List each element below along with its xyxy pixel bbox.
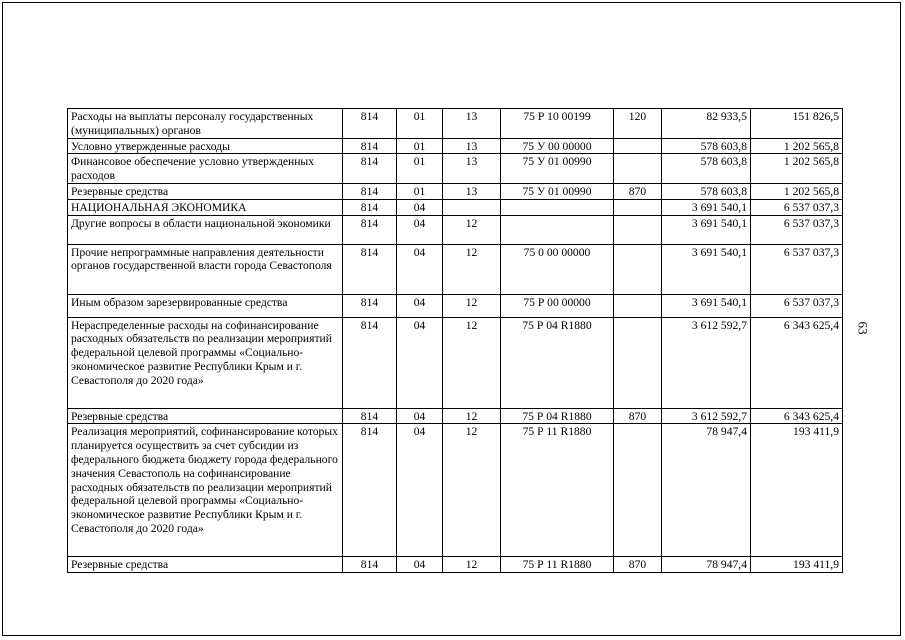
row-amount-year-1: 78 947,4 — [662, 557, 751, 573]
row-target-article: 75 У 01 00990 — [501, 154, 614, 184]
row-amount-year-1: 578 603,8 — [662, 183, 751, 199]
row-expense-type: 870 — [614, 183, 662, 199]
row-subsection-code: 12 — [443, 424, 501, 557]
row-name: Прочие непрограммные направления деятельности органов государственной власти города Севастополя — [68, 244, 343, 294]
row-amount-year-2: 1 202 565,8 — [751, 183, 843, 199]
table-row — [68, 154, 843, 184]
row-amount-year-1: 3 612 592,7 — [662, 408, 751, 424]
row-target-article: 75 Р 10 00199 — [501, 109, 614, 139]
table-row — [68, 183, 843, 199]
row-subsection-code: 12 — [443, 557, 501, 573]
row-ved-code: 814 — [343, 408, 397, 424]
row-ved-code: 814 — [343, 215, 397, 244]
row-target-article: 75 Р 00 00000 — [501, 294, 614, 317]
row-target-article: 75 У 00 00000 — [501, 138, 614, 154]
row-target-article: 75 0 00 00000 — [501, 244, 614, 294]
row-subsection-code: 12 — [443, 317, 501, 408]
row-subsection-code: 12 — [443, 294, 501, 317]
row-ved-code: 814 — [343, 244, 397, 294]
row-amount-year-1: 578 603,8 — [662, 138, 751, 154]
row-section-code: 04 — [397, 408, 443, 424]
row-section-code: 04 — [397, 244, 443, 294]
row-amount-year-2: 6 343 625,4 — [751, 317, 843, 408]
row-name: Нераспределенные расходы на софинансирование расходных обязательств по реализации мероприятий федеральной целевой программы «Социально-экономическое развитие Республики Крым и г. Севастополя до 2020 года» — [68, 317, 343, 408]
row-expense-type — [614, 215, 662, 244]
row-amount-year-2: 1 202 565,8 — [751, 138, 843, 154]
row-ved-code: 814 — [343, 183, 397, 199]
row-expense-type — [614, 317, 662, 408]
row-target-article — [501, 215, 614, 244]
row-amount-year-2: 6 537 037,3 — [751, 215, 843, 244]
row-name: Другие вопросы в области национальной экономики — [68, 215, 343, 244]
row-name: Финансовое обеспечение условно утвержденных расходов — [68, 154, 343, 184]
row-section-code: 01 — [397, 138, 443, 154]
row-expense-type — [614, 154, 662, 184]
row-amount-year-2: 6 537 037,3 — [751, 244, 843, 294]
row-expense-type — [614, 199, 662, 215]
table-row — [68, 424, 843, 557]
page-number: 63 — [855, 321, 871, 335]
row-amount-year-1: 3 691 540,1 — [662, 244, 751, 294]
row-amount-year-1: 82 933,5 — [662, 109, 751, 139]
row-expense-type — [614, 294, 662, 317]
row-amount-year-1: 3 612 592,7 — [662, 317, 751, 408]
row-amount-year-2: 193 411,9 — [751, 424, 843, 557]
row-target-article: 75 Р 04 R1880 — [501, 317, 614, 408]
row-subsection-code: 12 — [443, 244, 501, 294]
table-row — [68, 557, 843, 573]
row-ved-code: 814 — [343, 557, 397, 573]
table-row — [68, 199, 843, 215]
row-subsection-code: 13 — [443, 154, 501, 184]
table-row — [68, 109, 843, 139]
row-ved-code: 814 — [343, 199, 397, 215]
table-row — [68, 215, 843, 244]
row-amount-year-1: 578 603,8 — [662, 154, 751, 184]
row-amount-year-1: 3 691 540,1 — [662, 215, 751, 244]
row-subsection-code: 13 — [443, 183, 501, 199]
row-expense-type: 120 — [614, 109, 662, 139]
row-amount-year-2: 193 411,9 — [751, 557, 843, 573]
row-name: Расходы на выплаты персоналу государственных (муниципальных) органов — [68, 109, 343, 139]
row-section-code: 04 — [397, 557, 443, 573]
row-subsection-code: 13 — [443, 109, 501, 139]
row-target-article — [501, 199, 614, 215]
row-name: Иным образом зарезервированные средства — [68, 294, 343, 317]
table-row — [68, 138, 843, 154]
row-subsection-code: 13 — [443, 138, 501, 154]
row-ved-code: 814 — [343, 294, 397, 317]
row-amount-year-2: 6 537 037,3 — [751, 294, 843, 317]
row-expense-type: 870 — [614, 408, 662, 424]
row-amount-year-1: 78 947,4 — [662, 424, 751, 557]
row-name: Резервные средства — [68, 557, 343, 573]
row-ved-code: 814 — [343, 154, 397, 184]
row-subsection-code: 12 — [443, 215, 501, 244]
row-ved-code: 814 — [343, 109, 397, 139]
row-ved-code: 814 — [343, 317, 397, 408]
row-subsection-code: 12 — [443, 408, 501, 424]
row-section-code: 01 — [397, 183, 443, 199]
row-ved-code: 814 — [343, 424, 397, 557]
row-amount-year-1: 3 691 540,1 — [662, 294, 751, 317]
table-row — [68, 294, 843, 317]
row-expense-type — [614, 424, 662, 557]
row-name: НАЦИОНАЛЬНАЯ ЭКОНОМИКА — [68, 199, 343, 215]
table-row — [68, 244, 843, 294]
row-target-article: 75 Р 11 R1880 — [501, 557, 614, 573]
row-amount-year-2: 151 826,5 — [751, 109, 843, 139]
table-row — [68, 317, 843, 408]
row-amount-year-2: 6 537 037,3 — [751, 199, 843, 215]
row-target-article: 75 У 01 00990 — [501, 183, 614, 199]
row-name: Резервные средства — [68, 183, 343, 199]
row-name: Реализация мероприятий, софинансирование которых планируется осуществить за счет субсидии из федерального бюджета бюджету города федерального значения Севастополь на софинансирование расходных обязательств по реализации мероприятий федеральной целевой программы «Социально-экономическое развитие Республики Крым и г. Севастополя до 2020 года» — [68, 424, 343, 557]
row-amount-year-2: 1 202 565,8 — [751, 154, 843, 184]
row-subsection-code — [443, 199, 501, 215]
row-amount-year-2: 6 343 625,4 — [751, 408, 843, 424]
row-section-code: 04 — [397, 215, 443, 244]
row-expense-type — [614, 244, 662, 294]
row-expense-type: 870 — [614, 557, 662, 573]
row-section-code: 01 — [397, 109, 443, 139]
row-name: Резервные средства — [68, 408, 343, 424]
row-section-code: 04 — [397, 424, 443, 557]
row-section-code: 01 — [397, 154, 443, 184]
row-expense-type — [614, 138, 662, 154]
row-amount-year-1: 3 691 540,1 — [662, 199, 751, 215]
budget-table — [67, 108, 843, 573]
row-section-code: 04 — [397, 317, 443, 408]
row-target-article: 75 Р 04 R1880 — [501, 408, 614, 424]
row-target-article: 75 Р 11 R1880 — [501, 424, 614, 557]
row-ved-code: 814 — [343, 138, 397, 154]
row-section-code: 04 — [397, 199, 443, 215]
row-name: Условно утвержденные расходы — [68, 138, 343, 154]
table-body — [68, 109, 843, 573]
table-row — [68, 408, 843, 424]
row-section-code: 04 — [397, 294, 443, 317]
